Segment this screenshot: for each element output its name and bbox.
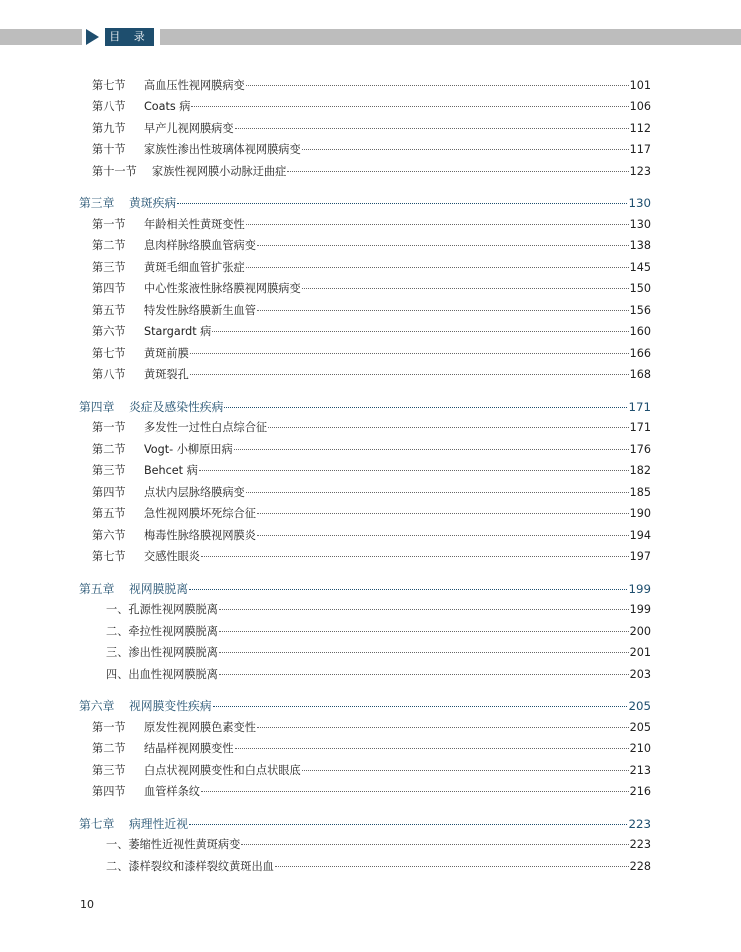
toc-leader-dots [219, 631, 629, 632]
toc-entry-number: 第五节 [92, 507, 126, 520]
toc-entry-title: 病理性近视 [129, 817, 188, 831]
toc-leader-dots [219, 652, 629, 653]
toc-entry-number: 第八节 [92, 368, 126, 381]
toc-entry-page: 205 [629, 721, 651, 734]
toc-leader-dots [219, 674, 629, 675]
toc-entry-number: 第二节 [92, 443, 126, 456]
toc-entry-row [92, 762, 651, 778]
toc-leader-dots [275, 866, 629, 867]
toc-leader-dots [302, 288, 629, 289]
toc-entry-page: 166 [629, 347, 651, 360]
toc-entry-title: 早产儿视网膜病变 [144, 122, 234, 135]
toc-entry-title: 急性视网膜坏死综合征 [144, 507, 256, 520]
toc-entry-page: 123 [629, 165, 651, 178]
toc-entry-title: 年龄相关性黄斑变性 [144, 218, 245, 231]
toc-entry-page: 138 [629, 239, 651, 252]
toc-entry-page: 168 [629, 368, 651, 381]
toc-leader-dots [257, 245, 629, 246]
toc-leader-dots [177, 203, 627, 204]
toc-entry-page: 145 [629, 261, 651, 274]
toc-entry-title: 原发性视网膜色素变性 [144, 721, 256, 734]
toc-leader-dots [190, 353, 629, 354]
toc-entry-page: 223 [628, 817, 651, 831]
toc-entry-title: 炎症及感染性疾病 [129, 400, 224, 414]
toc-entry-title: 血管样条纹 [144, 785, 200, 798]
toc-entry-row [92, 740, 651, 756]
toc-entry-page: 199 [628, 582, 651, 596]
toc-entry-page: 130 [629, 218, 651, 231]
toc-entry-page: 185 [629, 486, 651, 499]
toc-leader-dots [213, 706, 628, 707]
toc-chapter-row [79, 194, 651, 211]
toc-entry-number: 第三节 [92, 261, 126, 274]
toc-entry-number: 第二节 [92, 742, 126, 755]
toc-entry-title: 家族性视网膜小动脉迂曲症 [152, 165, 287, 178]
toc-entry-row [92, 77, 651, 93]
toc-entry-row [92, 441, 651, 457]
toc-entry-page: 117 [629, 143, 651, 156]
toc-entry-number: 第三章 [79, 196, 115, 210]
toc-entry-title: 交感性眼炎 [144, 550, 200, 563]
toc-leader-dots [201, 791, 629, 792]
toc-entry-title: Behcet 病 [144, 464, 198, 477]
toc-leader-dots [189, 589, 627, 590]
toc-entry-number: 第七节 [92, 79, 126, 92]
toc-entry-page: 197 [629, 550, 651, 563]
toc-entry-number: 第九节 [92, 122, 126, 135]
toc-entry-page: 213 [629, 764, 651, 777]
toc-entry-row [92, 120, 651, 136]
toc-entry-number: 第六节 [92, 325, 126, 338]
toc-entry-page: 223 [629, 838, 651, 851]
toc-entry-page: 203 [629, 668, 651, 681]
toc-entry-title: 一、孔源性视网膜脱离 [106, 603, 218, 616]
toc-leader-dots [246, 224, 629, 225]
toc-entry-row [92, 719, 651, 735]
toc-entry-page: 194 [629, 529, 651, 542]
toc-leader-dots [235, 128, 629, 129]
toc-leader-dots [246, 85, 629, 86]
toc-entry-page: 210 [629, 742, 651, 755]
toc-entry-number: 第四节 [92, 282, 126, 295]
toc-leader-dots [191, 106, 628, 107]
toc-entry-page: 150 [629, 282, 651, 295]
toc-leader-dots [268, 427, 629, 428]
toc-entry-number: 第二节 [92, 239, 126, 252]
toc-entry-page: 228 [629, 860, 651, 873]
toc-entry-row [106, 836, 651, 852]
toc-entry-page: 171 [629, 421, 651, 434]
toc-leader-dots [246, 267, 629, 268]
toc-entry-row [92, 548, 651, 564]
toc-entry-title: Stargardt 病 [144, 325, 212, 338]
toc-entry-row [92, 505, 651, 521]
toc-leader-dots [287, 171, 628, 172]
toc-entry-row [92, 462, 651, 478]
toc-entry-row [92, 141, 651, 157]
toc-entry-title: Vogt- 小柳原田病 [144, 443, 233, 456]
toc-entry-title: 二、牵拉性视网膜脱离 [106, 625, 218, 638]
toc-entry-number: 第十节 [92, 143, 126, 156]
toc-leader-dots [257, 310, 629, 311]
toc-entry-row [92, 783, 651, 799]
toc-entry-row [92, 237, 651, 253]
toc-entry-row [92, 419, 651, 435]
toc-entry-number: 第五章 [79, 582, 115, 596]
toc-entry-number: 第七章 [79, 817, 115, 831]
toc-entry-row [92, 98, 651, 114]
toc-entry-title: 黄斑前膜 [144, 347, 189, 360]
toc-leader-dots [302, 770, 629, 771]
toc-entry-row [92, 323, 651, 339]
toc-entry-row [92, 484, 651, 500]
toc-entry-title: 家族性渗出性玻璃体视网膜病变 [144, 143, 301, 156]
toc-entry-number: 第四节 [92, 785, 126, 798]
toc-entry-title: 息肉样脉络膜血管病变 [144, 239, 256, 252]
toc-leader-dots [246, 492, 629, 493]
toc-leader-dots [190, 374, 629, 375]
header-title: 目 录 [105, 28, 154, 46]
toc-entry-page: 216 [629, 785, 651, 798]
toc-entry-row [92, 163, 651, 179]
toc-entry-number: 第六节 [92, 529, 126, 542]
toc-entry-page: 199 [629, 603, 651, 616]
toc-entry-page: 112 [629, 122, 651, 135]
toc-leader-dots [235, 748, 629, 749]
toc-entry-page: 101 [629, 79, 651, 92]
toc-entry-title: 黄斑疾病 [129, 196, 177, 210]
toc-entry-number: 第六章 [79, 699, 115, 713]
toc-entry-page: 106 [629, 100, 651, 113]
toc-entry-number: 第四节 [92, 486, 126, 499]
toc-entry-page: 130 [628, 196, 651, 210]
toc-entry-title: 梅毒性脉络膜视网膜炎 [144, 529, 256, 542]
toc-entry-number: 第三节 [92, 764, 126, 777]
toc-leader-dots [219, 609, 629, 610]
toc-entry-row [106, 601, 651, 617]
toc-chapter-row [79, 580, 651, 597]
toc-entry-title: Coats 病 [144, 100, 191, 113]
toc-entry-row [106, 644, 651, 660]
toc-entry-number: 第五节 [92, 304, 126, 317]
toc-entry-row [106, 666, 651, 682]
toc-chapter-row [79, 815, 651, 832]
toc-leader-dots [189, 824, 627, 825]
toc-entry-row [92, 280, 651, 296]
toc-entry-page: 205 [628, 699, 651, 713]
toc-entry-title: 视网膜变性疾病 [129, 699, 212, 713]
toc-leader-dots [257, 513, 629, 514]
toc-entry-page: 176 [629, 443, 651, 456]
toc-entry-number: 第一节 [92, 421, 126, 434]
toc-leader-dots [212, 331, 628, 332]
toc-entry-title: 一、萎缩性近视性黄斑病变 [106, 838, 241, 851]
toc-entry-page: 156 [629, 304, 651, 317]
toc-leader-dots [199, 470, 629, 471]
toc-entry-title: 白点状视网膜变性和白点状眼底 [144, 764, 301, 777]
toc-leader-dots [257, 727, 629, 728]
toc-entry-row [106, 623, 651, 639]
toc-entry-title: 结晶样视网膜变性 [144, 742, 234, 755]
toc-entry-title: 特发性脉络膜新生血管 [144, 304, 256, 317]
toc-entry-page: 171 [628, 400, 651, 414]
toc-entry-title: 黄斑裂孔 [144, 368, 189, 381]
toc-chapter-row [79, 697, 651, 714]
toc-entry-row [92, 216, 651, 232]
toc-entry-title: 三、渗出性视网膜脱离 [106, 646, 218, 659]
toc-leader-dots [201, 556, 629, 557]
toc-entry-row [92, 527, 651, 543]
toc-entry-title: 高血压性视网膜病变 [144, 79, 245, 92]
toc-chapter-row [79, 398, 651, 415]
toc-entry-number: 第三节 [92, 464, 126, 477]
toc-entry-number: 第十一节 [92, 165, 137, 178]
toc-entry-number: 第七节 [92, 347, 126, 360]
toc-entry-number: 第七节 [92, 550, 126, 563]
toc-entry-page: 190 [629, 507, 651, 520]
toc-entry-title: 黄斑毛细血管扩张症 [144, 261, 245, 274]
toc-entry-title: 四、出血性视网膜脱离 [106, 668, 218, 681]
toc-entry-page: 200 [629, 625, 651, 638]
toc-entry-title: 二、漆样裂纹和漆样裂纹黄斑出血 [106, 860, 274, 873]
toc-entry-number: 第四章 [79, 400, 115, 414]
toc-entry-page: 201 [629, 646, 651, 659]
toc-entry-number: 第八节 [92, 100, 126, 113]
toc-entry-page: 160 [629, 325, 651, 338]
toc-entry-row [92, 345, 651, 361]
toc-leader-dots [234, 449, 629, 450]
toc-entry-title: 中心性浆液性脉络膜视网膜病变 [144, 282, 301, 295]
toc-entry-title: 视网膜脱离 [129, 582, 188, 596]
toc-entry-title: 多发性一过性白点综合征 [144, 421, 268, 434]
toc-leader-dots [302, 149, 629, 150]
toc-entry-number: 第一节 [92, 721, 126, 734]
toc-entry-page: 182 [629, 464, 651, 477]
toc-entry-row [92, 259, 651, 275]
toc-leader-dots [241, 844, 628, 845]
page-number: 10 [80, 898, 94, 911]
toc-entry-number: 第一节 [92, 218, 126, 231]
toc-leader-dots [224, 407, 627, 408]
toc-entry-row [92, 302, 651, 318]
toc-entry-title: 点状内层脉络膜病变 [144, 486, 245, 499]
toc-entry-row [92, 366, 651, 382]
toc-entry-row [106, 858, 651, 874]
toc-leader-dots [257, 535, 629, 536]
